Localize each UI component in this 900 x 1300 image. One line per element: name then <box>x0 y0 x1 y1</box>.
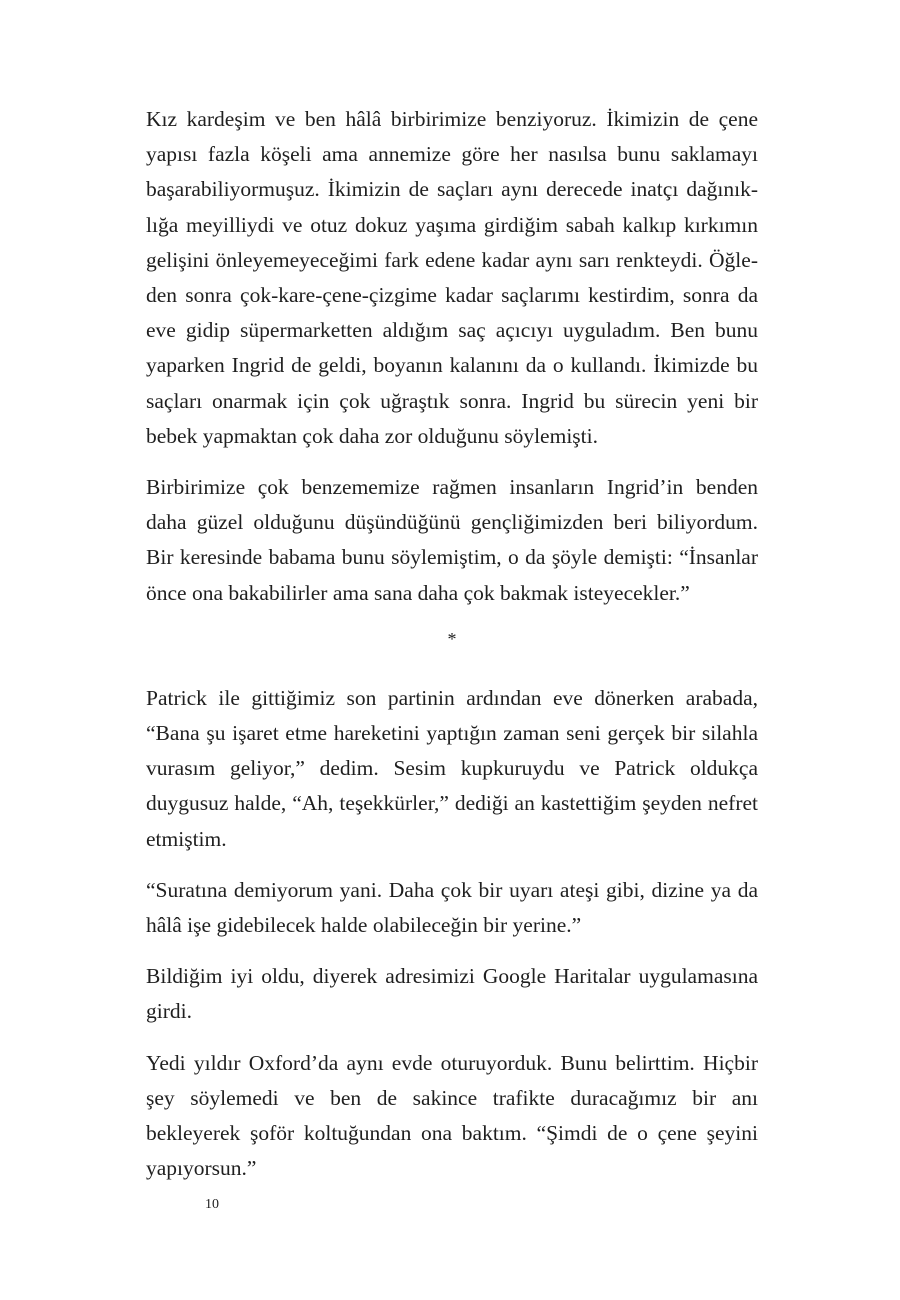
paragraph-4: “Suratına demiyorum yani. Daha çok bir uyarı ateşi gibi, dizine ya da hâlâ işe gidebilecek halde olabileceğin bir yerine.” <box>146 877 758 938</box>
paragraph-2: Birbirimize çok benzememize rağmen insanların Ingrid’in benden daha güzel olduğunu düşündüğünü gençliğimizden beri biliyordum. Bir keresinde babama bunu söylemiştim, o da şöyle demişti: “İnsanlar önce ona bakabilirler ama sana daha çok bakmak isteyecekler.” <box>146 475 758 605</box>
scene-break-asterisk: * <box>447 628 457 649</box>
paragraph-3: Patrick ile gittiğimiz son partinin ardından eve dönerken arabada, “Bana şu işaret etme hareketini yaptığın zaman seni gerçek bir silahla vurasım geliyor,” dedim. Sesim kupkuruydu ve Patrick oldukça duygusuz halde, “Ah, teşekkürler,” dediği an kastettiğim şeyden nefret etmiştim. <box>146 685 758 851</box>
paragraph-1: Kız kardeşim ve ben hâlâ birbirimize benziyoruz. İkimizin de çene yapısı fazla köşeli ama annemize göre her nasılsa bunu saklamayı başarabiliyormuşuz. İkimizin de saçları aynı derecede inatçı dağınıklığa meyilliydi ve otuz dokuz yaşıma girdiğim sabah kalkıp kırkımın gelişini önleyemeyeceğimi fark edene kadar aynı sarı renkteydi. Öğleden sonra çok-kare-çene-çizgime kadar saçlarımı kestirdim, sonra da eve gidip süpermarketten aldığım saç açıcıyı uyguladım. Ben bunu yaparken Ingrid de geldi, boyanın kalanını da o kullandı. İkimizde bu saçları onarmak için çok uğraştık sonra. Ingrid bu sürecin yeni bir bebek yapmaktan çok daha zor olduğunu söylemişti. <box>146 107 758 448</box>
body-text <box>146 102 758 1202</box>
page-number: 10 <box>205 1197 219 1212</box>
paragraph-5: Bildiğim iyi oldu, diyerek adresimizi Google Haritalar uygulamasına girdi. <box>146 964 758 1024</box>
paragraph-6: Yedi yıldır Oxford’da aynı evde oturuyorduk. Bunu belirttim. Hiçbir şey söylemedi ve ben de sakince trafikte duracağımız bir anı bekleyerek şoför koltuğundan ona baktım. “Şimdi de o çene şeyini yapıyorsun.” <box>146 1050 758 1181</box>
